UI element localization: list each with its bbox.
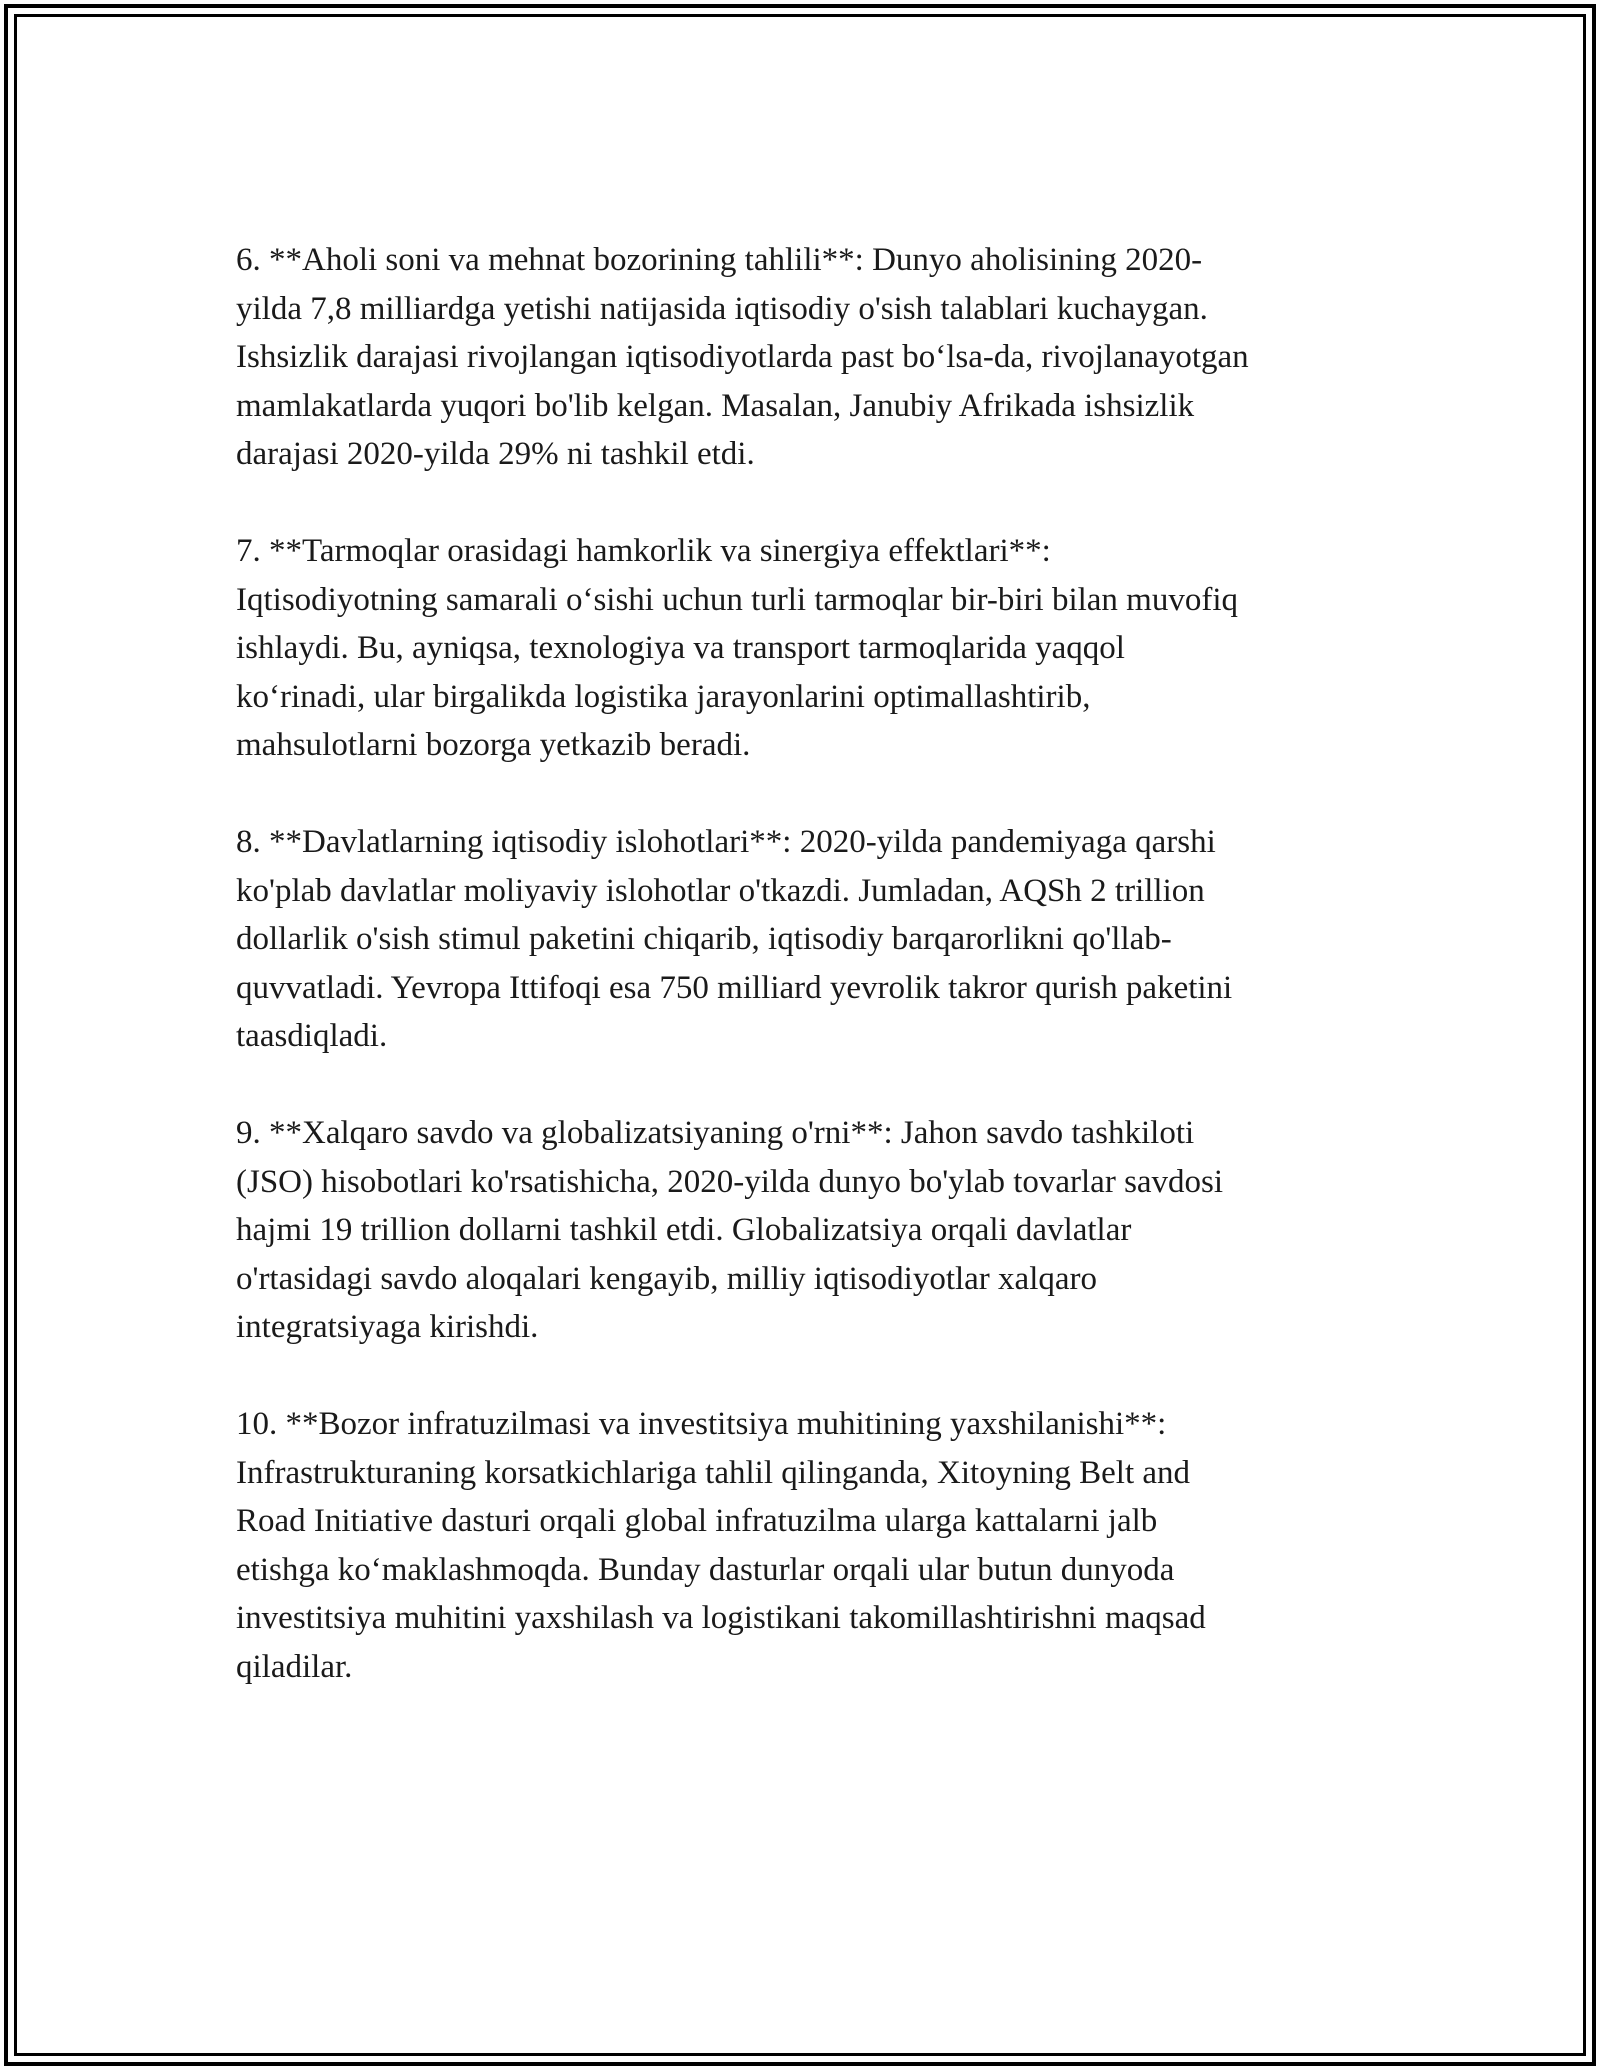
text-line: 7. **Tarmoqlar orasidagi hamkorlik va sinergiya effektlari**: xyxy=(236,533,1051,569)
text-line: taasdiqladi. xyxy=(236,1018,388,1054)
text-line: 6. **Aholi soni va mehnat bozorining tahlili**: Dunyo aholisining 2020- xyxy=(236,242,1203,278)
text-line: Iqtisodiyotning samarali o‘sishi uchun turli tarmoqlar bir-biri bilan muvofiq xyxy=(236,581,1239,618)
text-line: 10. **Bozor infratuzilmasi va investitsiya muhitining yaxshilanishi**: xyxy=(236,1406,1167,1442)
document-body xyxy=(236,236,1371,1740)
text-line: darajasi 2020-yilda 29% ni tashkil etdi. xyxy=(236,436,755,472)
text-line: yilda 7,8 milliardga yetishi natijasida iqtisodiy o'sish talablari kuchaygan. xyxy=(236,290,1208,327)
text-line: ishlaydi. Bu, ayniqsa, texnologiya va transport tarmoqlarida yaqqol xyxy=(236,630,1125,666)
paragraph-7 xyxy=(236,527,1371,770)
text-line: mahsulotlarni bozorga yetkazib beradi. xyxy=(236,727,751,763)
text-line: Road Initiative dasturi orqali global infratuzilma ularga kattalarni jalb xyxy=(236,1503,1158,1539)
text-line: dollarlik o'sish stimul paketini chiqarib, iqtisodiy barqarorlikni qo'llab- xyxy=(236,921,1172,957)
text-line: Infrastrukturaning korsatkichlariga tahlil qilinganda, Xitoyning Belt and xyxy=(236,1454,1191,1491)
paragraph-10 xyxy=(236,1400,1371,1691)
text-line: mamlakatlarda yuqori bo'lib kelgan. Masalan, Janubiy Afrikada ishsizlik xyxy=(236,387,1195,424)
text-line: 9. **Xalqaro savdo va globalizatsiyaning o'rni**: Jahon savdo tashkiloti xyxy=(236,1115,1195,1151)
text-line: 8. **Davlatlarning iqtisodiy islohotlari**: 2020-yilda pandemiyaga qarshi xyxy=(236,824,1216,860)
text-line: (JSO) hisobotlari ko'rsatishicha, 2020-yilda dunyo bo'ylab tovarlar savdosi xyxy=(236,1163,1224,1200)
text-line: ko'plab davlatlar moliyaviy islohotlar o'tkazdi. Jumladan, AQSh 2 trillion xyxy=(236,872,1205,909)
text-line: Ishsizlik darajasi rivojlangan iqtisodiyotlarda past bo‘lsa-da, rivojlanayotgan xyxy=(236,339,1249,375)
text-line: investitsiya muhitini yaxshilash va logistikani takomillashtirishni maqsad xyxy=(236,1600,1206,1636)
paragraph-6 xyxy=(236,236,1371,479)
text-line: o'rtasidagi savdo aloqalari kengayib, milliy iqtisodiyotlar xalqaro xyxy=(236,1260,1097,1297)
paragraph-8 xyxy=(236,818,1371,1061)
text-line: qiladilar. xyxy=(236,1648,353,1685)
paragraph-9 xyxy=(236,1109,1371,1352)
text-line: etishga ko‘maklashmoqda. Bunday dasturlar orqali ular butun dunyoda xyxy=(236,1551,1175,1588)
text-line: hajmi 19 trillion dollarni tashkil etdi. Globalizatsiya orqali davlatlar xyxy=(236,1212,1132,1248)
text-line: quvvatladi. Yevropa Ittifoqi esa 750 milliard yevrolik takror qurish paketini xyxy=(236,969,1233,1006)
text-line: integratsiyaga kirishdi. xyxy=(236,1309,539,1345)
text-line: ko‘rinadi, ular birgalikda logistika jarayonlarini optimallashtirib, xyxy=(236,678,1091,715)
